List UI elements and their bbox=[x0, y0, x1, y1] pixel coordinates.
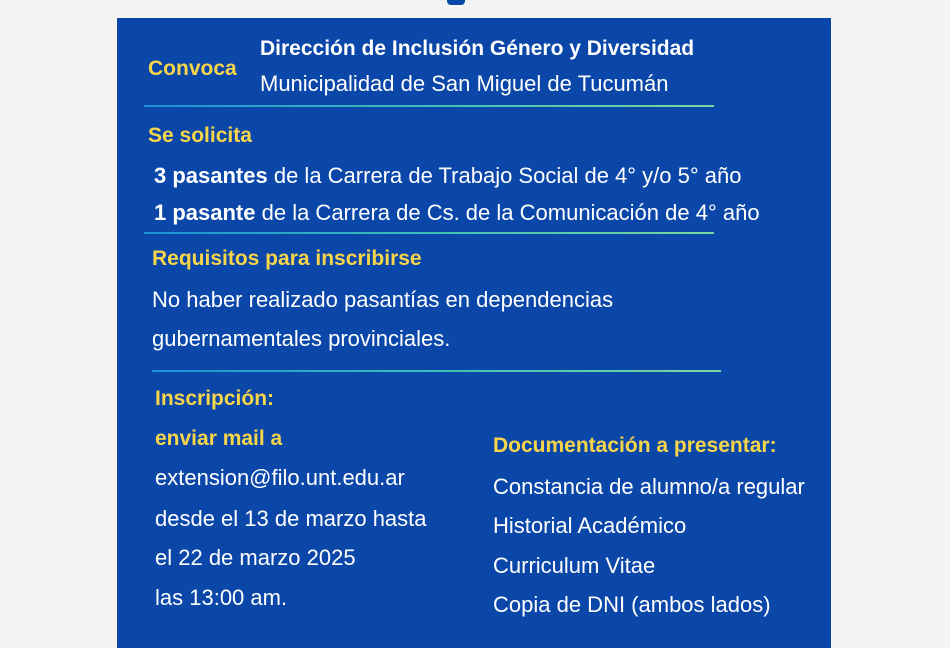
section-divider bbox=[152, 370, 721, 372]
documentacion-item: Copia de DNI (ambos lados) bbox=[493, 592, 771, 617]
inscripcion-email[interactable]: extension@filo.unt.edu.ar bbox=[155, 465, 405, 490]
documentacion-item: Constancia de alumno/a regular bbox=[493, 474, 805, 499]
solicita-line-2-rest: de la Carrera de Cs. de la Comunicación de 4° año bbox=[255, 200, 760, 225]
inscripcion-line-2: el 22 de marzo 2025 bbox=[155, 545, 356, 570]
solicita-line-1 bbox=[154, 163, 742, 189]
inscripcion-sublabel: enviar mail a bbox=[155, 427, 283, 450]
section-divider bbox=[144, 232, 714, 234]
solicita-line-2 bbox=[154, 200, 760, 226]
documentacion-item: Historial Académico bbox=[493, 513, 687, 538]
requisitos-line-1: No haber realizado pasantías en dependencias bbox=[152, 287, 614, 312]
inscripcion-line-3: las 13:00 am. bbox=[155, 585, 288, 610]
solicita-line-2-bold: 1 pasante bbox=[154, 200, 256, 225]
convoca-municipality: Municipalidad de San Miguel de Tucumán bbox=[260, 71, 669, 96]
inscripcion-label: Inscripción: bbox=[155, 387, 275, 410]
section-divider bbox=[144, 105, 714, 107]
requisitos-line-2: gubernamentales provinciales. bbox=[152, 326, 451, 351]
convoca-label: Convoca bbox=[148, 57, 237, 80]
solicita-line-1-rest: de la Carrera de Trabajo Social de 4° y/o 5° año bbox=[267, 163, 742, 188]
header-tab-decoration bbox=[447, 0, 465, 5]
documentacion-label: Documentación a presentar: bbox=[493, 434, 777, 457]
convoca-org: Dirección de Inclusión Género y Diversidad bbox=[260, 37, 695, 60]
solicita-line-1-bold: 3 pasantes bbox=[154, 163, 268, 188]
documentacion-item: Curriculum Vitae bbox=[493, 553, 656, 578]
announcement-card bbox=[117, 18, 831, 648]
solicita-label: Se solicita bbox=[148, 124, 252, 147]
inscripcion-line-1: desde el 13 de marzo hasta bbox=[155, 506, 427, 531]
requisitos-label: Requisitos para inscribirse bbox=[152, 247, 422, 270]
